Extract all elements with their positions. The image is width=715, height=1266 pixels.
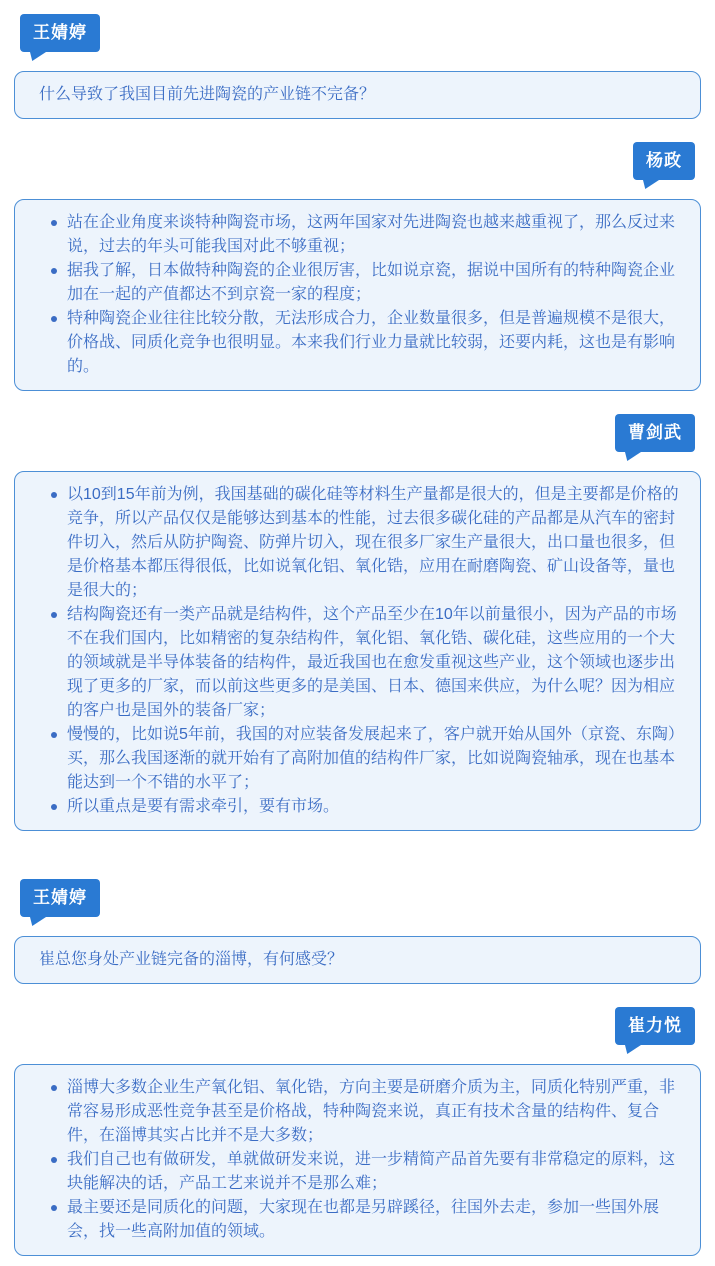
bullet-list	[39, 211, 680, 379]
speaker-name: 王婧婷	[33, 23, 87, 42]
badge-tail-icon	[30, 917, 46, 926]
bullet-item: 特种陶瓷企业往往比较分散，无法形成合力，企业数量很多，但是普遍规模不是很大，价格战、同质化竞争也很明显。本来我们行业力量就比较弱，还要内耗，这也是有影响的。	[49, 307, 680, 379]
badge-tail-icon	[625, 452, 641, 461]
answer-bubble	[14, 1064, 701, 1256]
question-bubble	[14, 936, 701, 984]
message-group	[14, 142, 701, 391]
badge-row	[14, 14, 701, 52]
badge-row	[14, 1007, 701, 1045]
bullet-list	[39, 483, 680, 819]
badge-tail-icon	[625, 1045, 641, 1054]
question-bubble	[14, 71, 701, 119]
message-group	[14, 414, 701, 831]
question-text: 崔总您身处产业链完备的淄博，有何感受？	[39, 951, 344, 968]
speaker-name: 王婧婷	[33, 888, 87, 907]
bullet-item: 以10到15年前为例，我国基础的碳化硅等材料生产量都是很大的，但是主要都是价格的竞争，所以产品仅仅是能够达到基本的性能，过去很多碳化硅的产品都是从汽车的密封件切入，然后从防护陶瓷、防弹片切入，现在很多厂家生产量很大，出口量也很多，但是价格基本都压得很低，比如说氧化铝、氧化锆，应用在耐磨陶瓷、矿山设备等，量也是很大的；	[49, 483, 680, 603]
answer-bubble	[14, 199, 701, 391]
badge-tail-icon	[643, 180, 659, 189]
badge-row	[14, 414, 701, 452]
bullet-item: 结构陶瓷还有一类产品就是结构件，这个产品至少在10年以前量很小，因为产品的市场不在我们国内，比如精密的复杂结构件，氧化铝、氧化锆、碳化硅，这些应用的一个大的领域就是半导体装备的结构件，最近我国也在愈发重视这些产业，这个领域也逐步出现了更多的厂家，而以前这些更多的是美国、日本、德国来供应，为什么呢？因为相应的客户也是国外的装备厂家；	[49, 603, 680, 723]
message-group	[14, 1007, 701, 1256]
bullet-item: 慢慢的，比如说5年前，我国的对应装备发展起来了，客户就开始从国外（京瓷、东陶）买，那么我国逐渐的就开始有了高附加值的结构件厂家，比如说陶瓷轴承，现在也基本能达到一个不错的水平了；	[49, 723, 680, 795]
speaker-name: 崔力悦	[628, 1016, 682, 1035]
answer-bubble	[14, 471, 701, 831]
bullet-item: 站在企业角度来谈特种陶瓷市场，这两年国家对先进陶瓷也越来越重视了，那么反过来说，过去的年头可能我国对此不够重视；	[49, 211, 680, 259]
message-group	[14, 14, 701, 119]
bullet-item: 我们自己也有做研发，单就做研发来说，进一步精简产品首先要有非常稳定的原料，这块能解决的话，产品工艺来说并不是那么难；	[49, 1148, 680, 1196]
bullet-item: 淄博大多数企业生产氧化铝、氧化锆，方向主要是研磨介质为主，同质化特别严重，非常容易形成恶性竞争甚至是价格战，特种陶瓷来说，真正有技术含量的结构件、复合件，在淄博其实占比并不是大多数；	[49, 1076, 680, 1148]
interview-transcript	[14, 14, 701, 1256]
badge-row	[14, 879, 701, 917]
speaker-name: 曹剑武	[628, 423, 682, 442]
speaker-badge	[20, 879, 100, 917]
bullet-item: 所以重点是要有需求牵引，要有市场。	[49, 795, 680, 819]
question-text: 什么导致了我国目前先进陶瓷的产业链不完备？	[39, 86, 376, 103]
speaker-badge	[20, 14, 100, 52]
bullet-item: 据我了解，日本做特种陶瓷的企业很厉害，比如说京瓷，据说中国所有的特种陶瓷企业加在一起的产值都达不到京瓷一家的程度；	[49, 259, 680, 307]
speaker-name: 杨政	[646, 151, 682, 170]
speaker-badge	[615, 414, 695, 452]
badge-tail-icon	[30, 52, 46, 61]
speaker-badge	[633, 142, 695, 180]
bullet-list	[39, 1076, 680, 1244]
message-group	[14, 879, 701, 984]
badge-row	[14, 142, 701, 180]
bullet-item: 最主要还是同质化的问题，大家现在也都是另辟蹊径，往国外去走，参加一些国外展会，找一些高附加值的领域。	[49, 1196, 680, 1244]
speaker-badge	[615, 1007, 695, 1045]
